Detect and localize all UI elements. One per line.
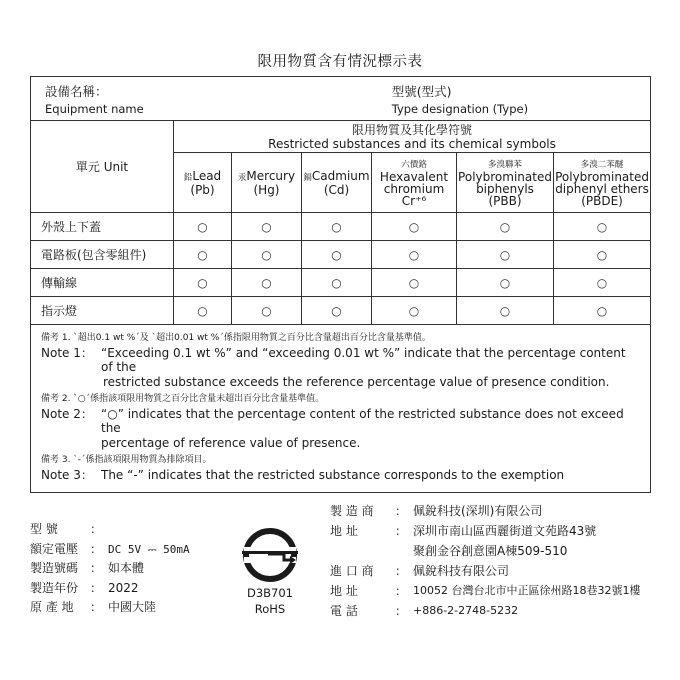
compliance-mark: ○	[372, 241, 457, 269]
note-1-label: Note 1：	[41, 345, 93, 360]
equipment-name-en: Equipment name	[45, 101, 144, 116]
table-row	[31, 297, 651, 325]
serial-value: 如本體	[108, 561, 145, 575]
restricted-header	[174, 121, 651, 153]
origin-value: 中國大陸	[108, 600, 157, 614]
part-name: 傳輸線	[31, 269, 174, 297]
model-key: 型 號	[30, 522, 58, 536]
note-2-zh: 備考 2. ˋ○ˊ係指該項限用物質之百分比含量未超出百分比含量基準值。	[41, 394, 325, 404]
compliance-mark: ○	[302, 297, 372, 325]
maker-address-key: 地 址	[330, 524, 358, 538]
compliance-mark: ○	[554, 297, 651, 325]
compliance-mark: ○	[302, 241, 372, 269]
type-designation-en: Type designation (Type)	[391, 101, 529, 116]
notes-section	[31, 325, 651, 493]
bsmi-code	[238, 585, 302, 617]
part-name: 外殼上下蓋	[31, 213, 174, 241]
restricted-header-en: Restricted substances and its chemical symbols	[268, 136, 556, 151]
maker-address-value: 深圳市南山區西麗街道文苑路43號	[413, 524, 597, 538]
type-designation-zh: 型號(型式)	[391, 83, 452, 99]
compliance-mark: ○	[232, 269, 302, 297]
note-1-zh: 備考 1. ˋ超出0.1 wt %ˊ及 ˋ超出0.01 wt %ˊ係指限用物質之百分比含量超出百分比含量基準值。	[41, 333, 431, 343]
substance-mercury: 汞Mercury (Hg)	[232, 153, 302, 213]
compliance-mark: ○	[302, 213, 372, 241]
note-3-en: The “-” indicates that the restricted substance corresponds to the exemption	[101, 467, 565, 482]
compliance-mark: ○	[232, 241, 302, 269]
compliance-mark: ○	[457, 241, 554, 269]
maker-key: 製 造 商	[330, 504, 374, 518]
compliance-mark: ○	[232, 213, 302, 241]
restricted-header-zh: 限用物質及其化學符號	[352, 122, 473, 137]
compliance-mark: ○	[174, 297, 232, 325]
note-3-label: Note 3：	[41, 467, 93, 482]
table-row	[31, 241, 651, 269]
serial-key: 製造號碼	[30, 561, 79, 575]
compliance-mark: ○	[554, 269, 651, 297]
compliance-mark: ○	[457, 269, 554, 297]
origin-key: 原 產 地	[30, 600, 74, 614]
substance-hexavalent-chromium: 六價鉻 Hexavalent chromium Cr⁺⁶	[372, 153, 457, 213]
compliance-mark: ○	[457, 297, 554, 325]
page-title: 限用物質含有情況標示表	[257, 54, 423, 70]
part-name: 指示燈	[31, 297, 174, 325]
company-info: 製 造 商 ： 佩銳科技(深圳)有限公司 地 址 ： 深圳市南山區西麗街道文苑路43號 聚創金谷創意園A棟509-510 進 口 商 ： 佩銳科技有限公司 地 址 ： 10052 台灣台北市中正區徐州路18巷32號1樓 電 話 ： +886-2-2748-5232	[330, 501, 640, 621]
restricted-substances-table	[30, 76, 651, 493]
year-key: 製造年份	[30, 580, 79, 595]
table-row	[31, 269, 651, 297]
importer-value: 佩銳科技有限公司	[413, 564, 510, 578]
compliance-mark: ○	[554, 213, 651, 241]
phone-value: +886-2-2748-5232	[413, 604, 519, 617]
compliance-mark: ○	[174, 241, 232, 269]
rohs-text: RoHS	[254, 602, 286, 616]
compliance-mark: ○	[372, 297, 457, 325]
maker-value: 佩銳科技(深圳)有限公司	[413, 504, 543, 518]
note-1-en-cont: restricted substance exceeds the reference percentage value of presence condition.	[103, 374, 610, 389]
maker-address-value-2: 聚創金谷創意園A棟509-510	[413, 544, 568, 558]
compliance-mark: ○	[302, 269, 372, 297]
importer-key: 進 口 商	[330, 564, 374, 578]
note-2-en-cont: percentage of reference value of presence.	[101, 435, 361, 450]
compliance-mark: ○	[174, 213, 232, 241]
substance-cadmium: 鎘Cadmium (Cd)	[302, 153, 372, 213]
bsmi-code-number: D3B701	[246, 586, 293, 600]
bsmi-logo-icon	[238, 525, 302, 585]
equipment-info-row	[31, 77, 651, 121]
compliance-mark: ○	[457, 213, 554, 241]
note-2-en: “○” indicates that the percentage content of the restricted substance does not exceed the	[101, 406, 624, 435]
year-value: 2022	[108, 580, 139, 595]
substance-lead: 鉛Lead (Pb)	[174, 153, 232, 213]
note-2-label: Note 2：	[41, 406, 93, 421]
compliance-mark: ○	[372, 213, 457, 241]
rated-voltage-key: 額定電壓	[30, 541, 79, 556]
note-3-zh: 備考 3. ˋ-ˊ係指該項限用物質為排除項目。	[41, 455, 212, 465]
importer-address-key: 地 址	[330, 584, 358, 598]
phone-key: 電 話	[330, 604, 358, 618]
compliance-mark: ○	[372, 269, 457, 297]
table-row	[31, 213, 651, 241]
compliance-mark: ○	[232, 297, 302, 325]
rated-voltage-value: DC 5V ⎓ 50mA	[108, 542, 190, 556]
unit-header: 單元 Unit	[31, 121, 174, 213]
compliance-mark: ○	[174, 269, 232, 297]
substance-pbde: 多溴二苯醚 Polybrominated diphenyl ethers (PBDE)	[554, 153, 651, 213]
product-label: 型 號 ： 額定電壓 ： DC 5V ⎓ 50mA 製造號碼 ： 如本體 製造年份 ： 2022 原 產 地 ： 中國大陸	[30, 520, 190, 618]
part-name: 電路板(包含零組件)	[31, 241, 174, 269]
compliance-mark: ○	[554, 241, 651, 269]
substance-pbb: 多溴聯苯 Polybrominated biphenyls (PBB)	[457, 153, 554, 213]
equipment-name-zh: 設備名稱：	[45, 83, 108, 99]
importer-address-value: 10052 台灣台北市中正區徐州路18巷32號1樓	[413, 584, 641, 597]
note-1-en: “Exceeding 0.1 wt %” and “exceeding 0.01 wt %” indicate that the percentage content of the	[101, 345, 626, 374]
